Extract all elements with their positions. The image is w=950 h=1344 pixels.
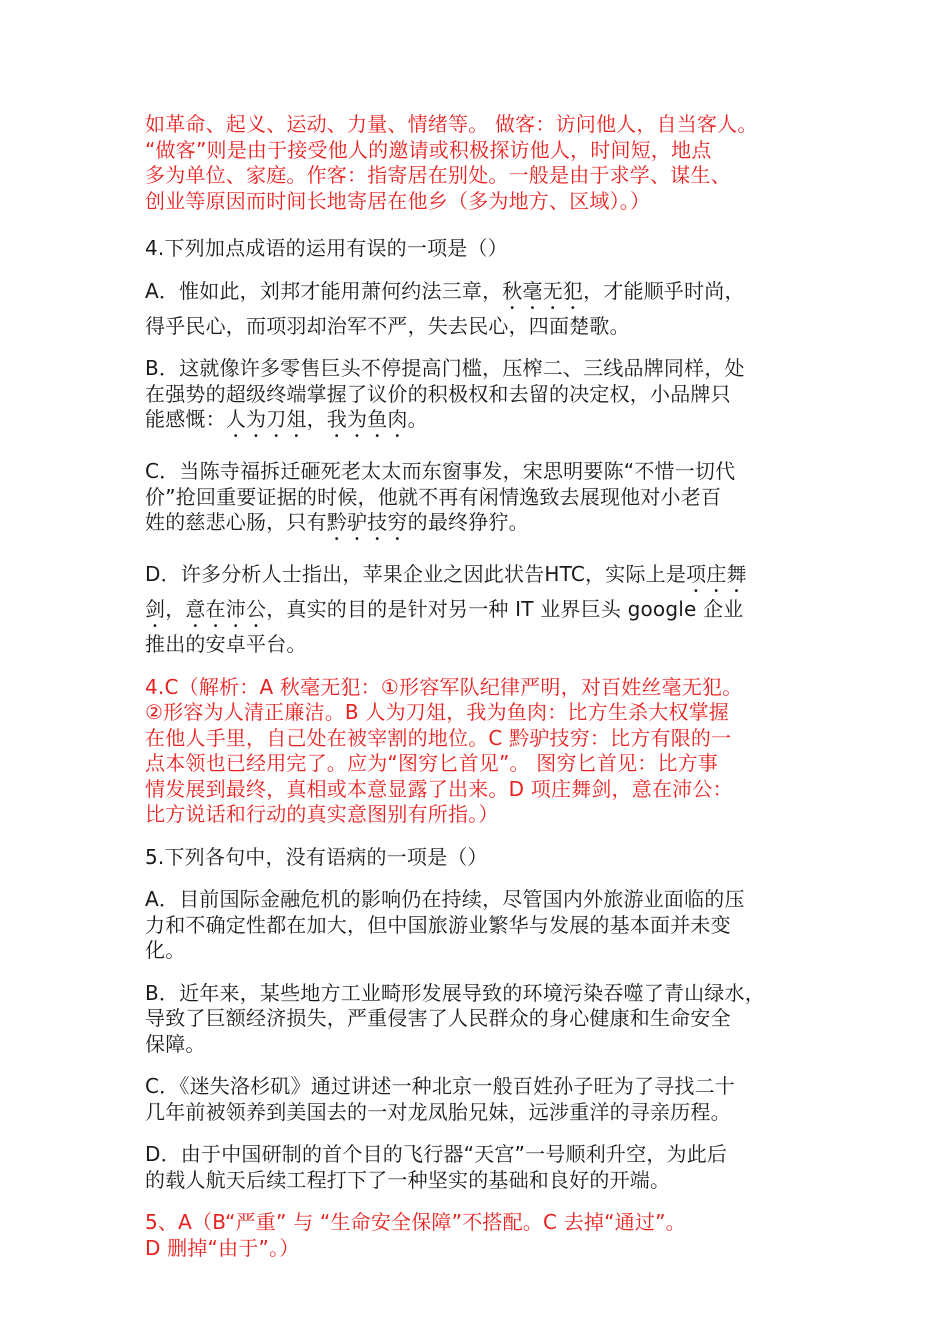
answer-paragraph	[145, 112, 815, 214]
text-segment: 。	[407, 407, 428, 431]
text-line	[145, 510, 815, 545]
question-paragraph	[145, 279, 815, 340]
question-paragraph	[145, 887, 815, 964]
text-segment: 多为单位、家庭。作客：指寄居在别处。一般是由于求学、谋生、	[145, 163, 731, 187]
text-line	[145, 1074, 815, 1100]
text-segment: 保障。	[145, 1031, 206, 1056]
text-line	[145, 236, 815, 262]
text-segment: 能感慨：	[145, 407, 226, 431]
text-line	[145, 938, 815, 964]
dotted-idiom: 项庄舞	[686, 562, 747, 586]
text-segment: 价”抢回重要证据的时候，他就不再有闲情逸致去展现他对小老百	[145, 484, 722, 509]
answer-paragraph	[145, 675, 815, 828]
text-line	[145, 279, 815, 314]
text-segment: D．由于中国研制的首个目的飞行器“天宫”一号顺利升空，为此后	[145, 1142, 728, 1166]
text-line	[145, 382, 815, 408]
question-paragraph	[145, 356, 815, 442]
text-segment: 点本领也已经用完了。应为“图穷匕首见”。 图穷匕首见：比方事	[145, 751, 719, 775]
text-segment: C．当陈寺福拆迁砸死老太太而东窗事发，宋思明要陈“不惜一切代	[145, 459, 736, 483]
text-segment: ，才能顺乎时尚，	[583, 278, 745, 303]
question-paragraph	[145, 845, 815, 871]
text-segment: 姓的慈悲心肠，只有	[145, 510, 327, 534]
text-line	[145, 777, 815, 803]
text-line	[145, 1236, 815, 1262]
text-segment: 导致了巨额经济损失，严重侵害了人民群众的身心健康和生命安全	[145, 1006, 731, 1030]
text-segment: D 删掉“由于”。）	[145, 1235, 300, 1260]
text-line	[145, 1168, 815, 1194]
text-line	[145, 1006, 815, 1032]
text-segment: 几年前被领养到美国去的一对龙凤胎兄妹，远涉重洋的寻亲历程。	[145, 1099, 731, 1124]
text-segment: B．这就像许多零售巨头不停提高门槛，压榨二、三线品牌同样，处	[145, 356, 745, 380]
text-segment: B．近年来，某些地方工业畸形发展导致的环境污染吞噬了青山绿水，	[145, 980, 765, 1005]
question-paragraph	[145, 981, 815, 1058]
answer-paragraph	[145, 1210, 815, 1261]
document-page	[145, 112, 815, 1261]
text-line	[145, 1142, 815, 1168]
text-line	[145, 163, 815, 189]
text-line	[145, 887, 815, 913]
text-segment: 4.下列加点成语的运用有误的一项是（）	[145, 236, 508, 260]
text-segment: 力和不确定性都在加大，但中国旅游业繁华与发展的基本面并未变	[145, 912, 731, 937]
text-segment: 情发展到最终，真相或本意显露了出来。D 项庄舞剑，意在沛公：	[145, 776, 733, 801]
text-line	[145, 802, 815, 828]
text-line	[145, 138, 815, 164]
text-segment: 如革命、起义、运动、力量、情绪等。 做客：访问他人，自当客人。	[145, 112, 758, 136]
text-line	[145, 700, 815, 726]
text-segment: D．许多分析人士指出，苹果企业之因此状告HTC，实际上是	[145, 562, 687, 586]
text-line	[145, 751, 815, 777]
question-paragraph	[145, 459, 815, 545]
text-line	[145, 675, 815, 701]
text-line	[145, 1210, 815, 1236]
text-line	[145, 314, 815, 340]
text-line	[145, 726, 815, 752]
text-line	[145, 459, 815, 485]
dotted-idiom: 剑，意在沛公	[145, 597, 267, 621]
text-segment: 在强势的超级终端掌握了议价的积极权和去留的决定权，小品牌只	[145, 381, 731, 406]
text-segment: 5.下列各句中，没有语病的一项是（）	[145, 844, 488, 869]
question-paragraph	[145, 1074, 815, 1125]
text-segment: ，真实的目的是针对另一种 IT 业界巨头 google 企业	[266, 597, 744, 621]
dotted-idiom: 人为刀俎，我为鱼肉	[225, 407, 408, 431]
text-line	[145, 407, 815, 442]
text-line	[145, 189, 815, 215]
text-line	[145, 1032, 815, 1058]
text-line	[145, 845, 815, 871]
text-line	[145, 913, 815, 939]
text-segment: 的最终狰狞。	[407, 510, 529, 534]
question-paragraph	[145, 562, 815, 658]
dotted-idiom: 黔驴技穷	[326, 510, 408, 534]
text-segment: ②形容为人清正廉洁。B 人为刀俎，我为鱼肉：比方生杀大权掌握	[145, 700, 730, 724]
text-line	[145, 632, 815, 658]
text-segment: 4.C（解析：A 秋毫无犯：①形容军队纪律严明，对百姓丝毫无犯。	[145, 674, 743, 699]
text-segment: 5、A（B“严重” 与 “生命安全保障”不搭配。C 去掉“通过”。	[145, 1210, 686, 1234]
question-paragraph	[145, 236, 815, 262]
text-segment: 推出的安卓平台。	[145, 632, 307, 656]
text-segment: 化。	[145, 938, 186, 962]
text-segment: A．惟如此，刘邦才能用萧何约法三章，	[145, 278, 503, 303]
text-line	[145, 562, 815, 597]
text-line	[145, 597, 815, 632]
text-segment: 的载人航天后续工程打下了一种坚实的基础和良好的开端。	[145, 1167, 671, 1192]
text-line	[145, 356, 815, 382]
dotted-idiom: 秋毫无犯	[502, 278, 584, 303]
text-segment: 创业等原因而时间长地寄居在他乡（多为地方、区域）。）	[145, 188, 651, 213]
text-segment: C．《迷失洛杉矶》通过讲述一种北京一般百姓孙子旺为了寻找二十	[145, 1074, 735, 1098]
text-segment: “做客”则是由于接受他人的邀请或积极探访他人，时间短，地点	[145, 137, 712, 162]
question-paragraph	[145, 1142, 815, 1193]
text-segment: A．目前国际金融危机的影响仍在持续，尽管国内外旅游业面临的压	[145, 887, 745, 911]
text-line	[145, 981, 815, 1007]
text-line	[145, 1100, 815, 1126]
text-line	[145, 485, 815, 511]
text-segment: 比方说话和行动的真实意图别有所指。）	[145, 802, 499, 826]
text-segment: 在他人手里，自己处在被宰割的地位。C 黔驴技穷：比方有限的一	[145, 725, 732, 750]
text-segment: 得乎民心，而项羽却治军不严，失去民心，四面楚歌。	[145, 313, 630, 338]
text-line	[145, 112, 815, 138]
